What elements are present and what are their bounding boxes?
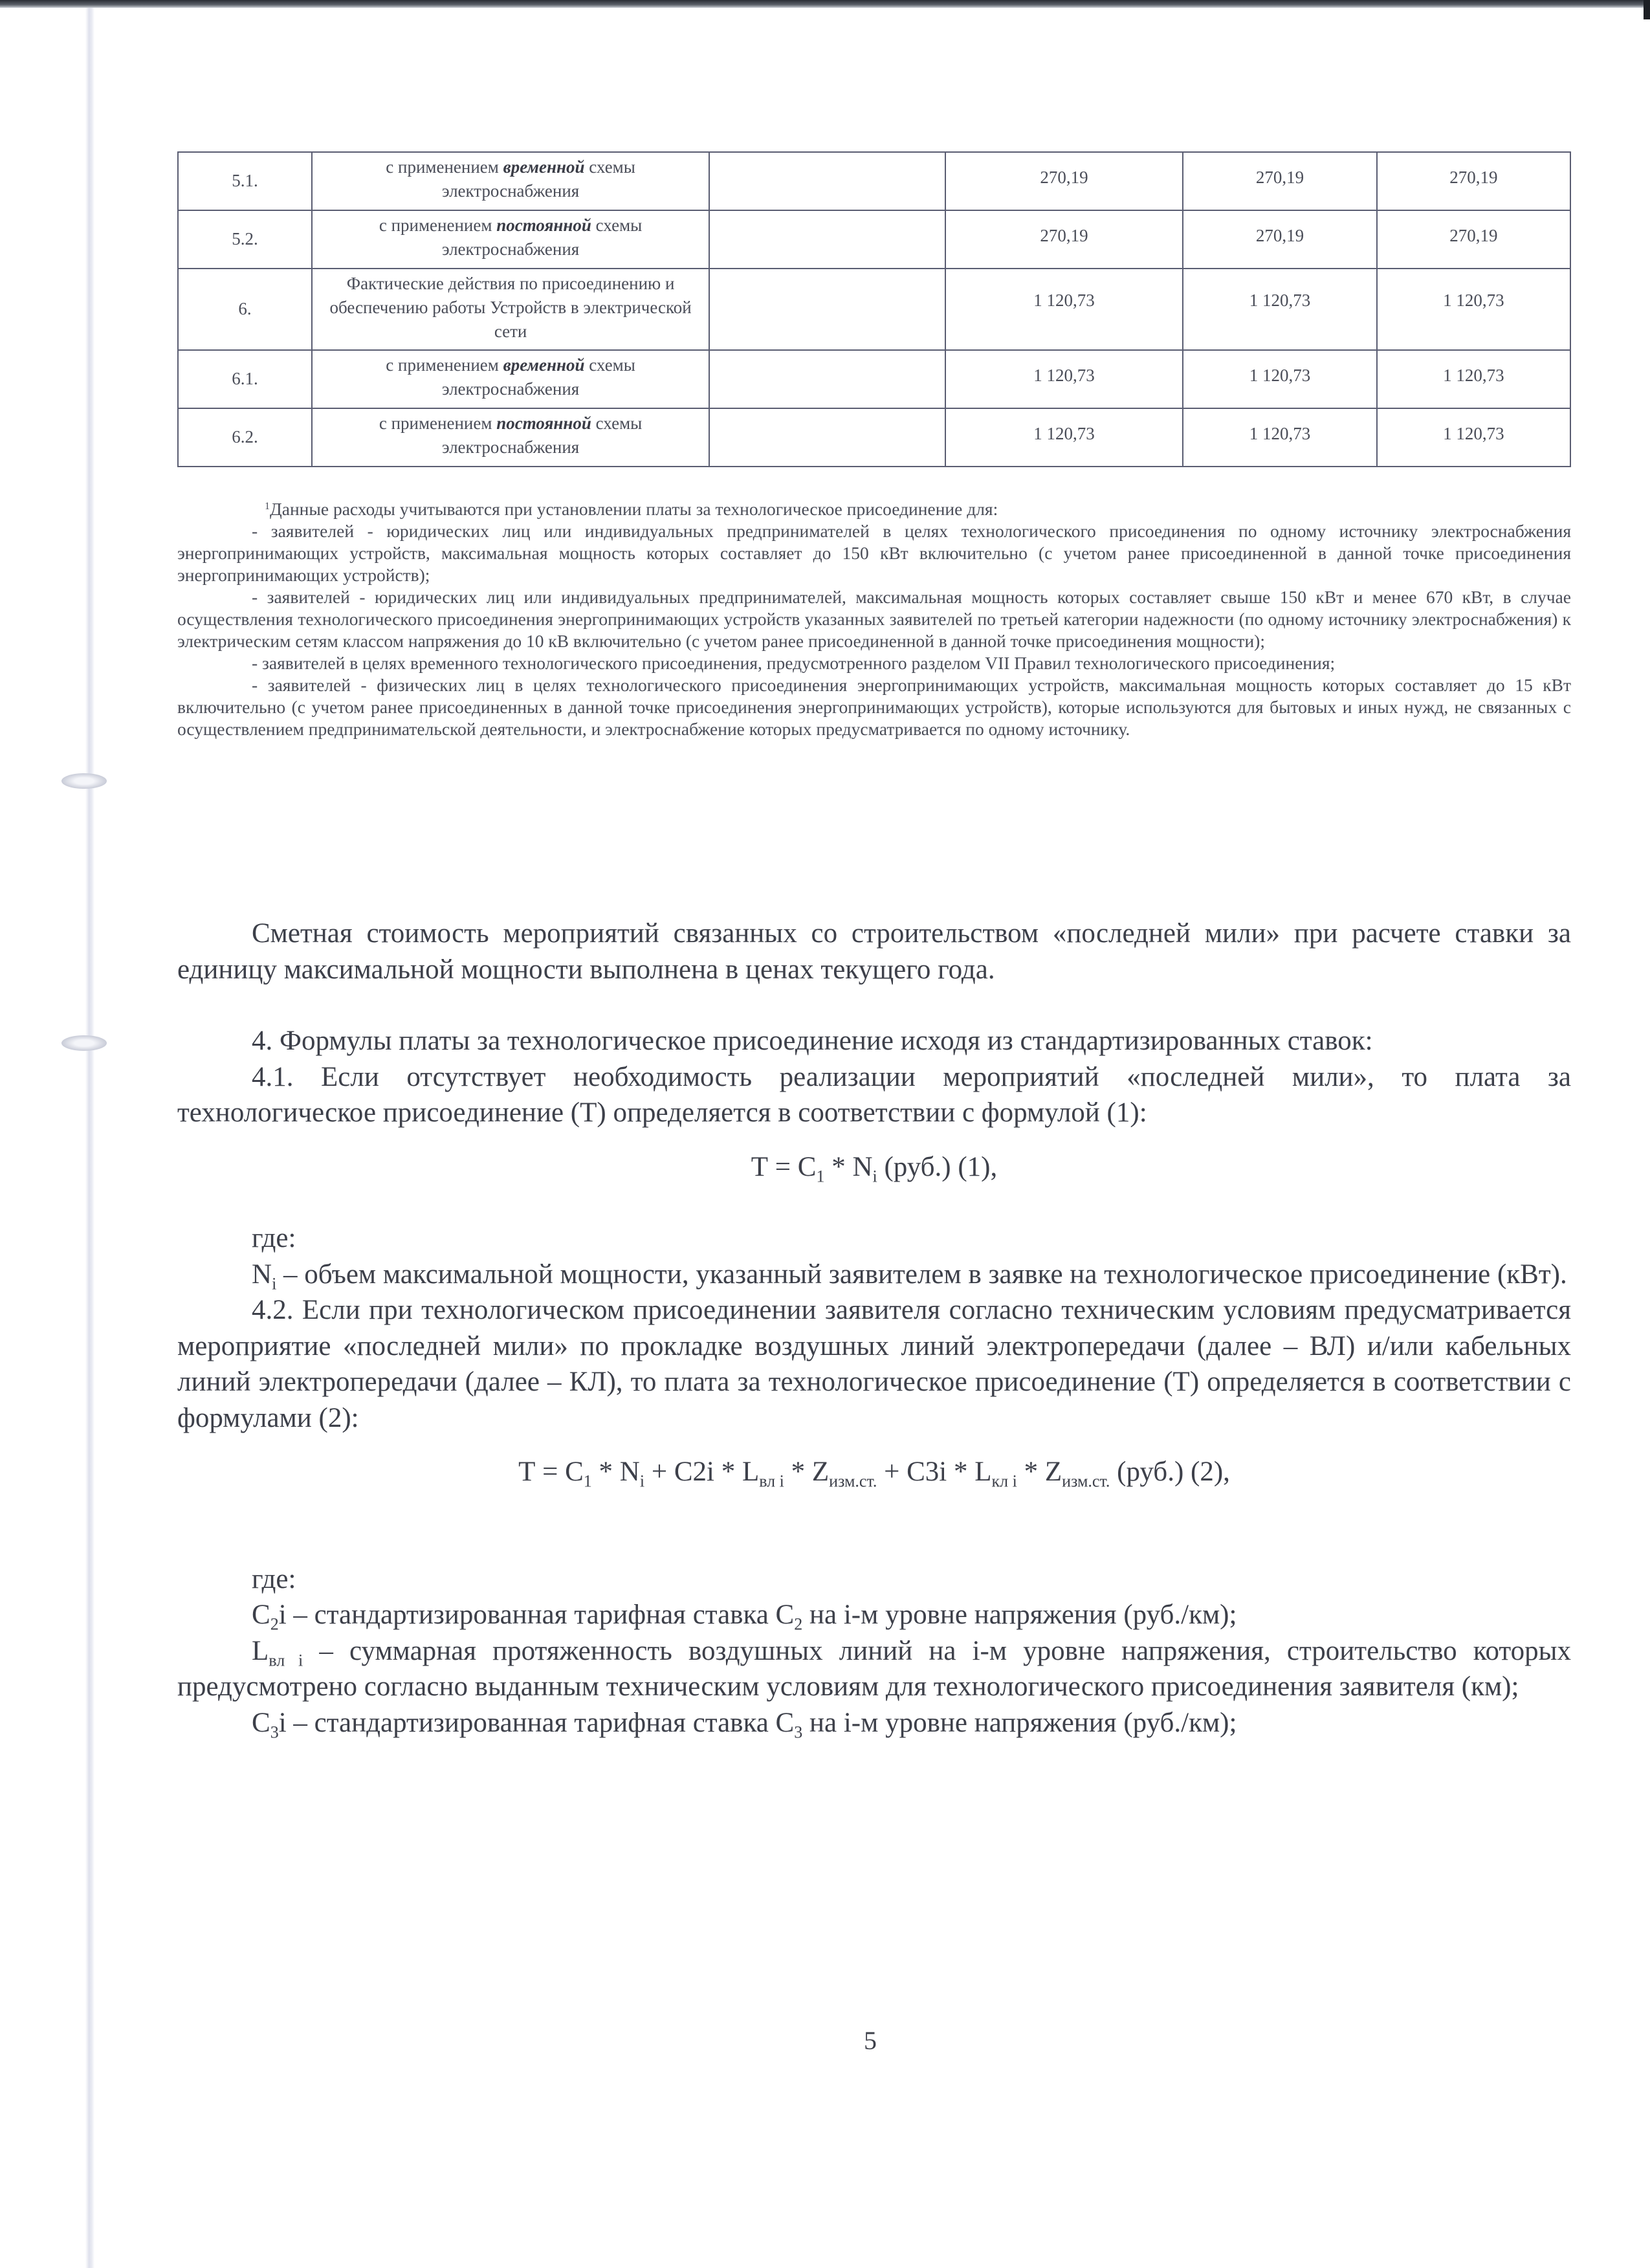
value-cell: 1 120,73: [1183, 269, 1376, 350]
footnote-item: - заявителей - юридических лиц или индивидуальных предпринимателей в целях технологического присоединения по одному источнику электроснабжения энергопринимающих устройств, максимальная мощность которых составляет до 150 кВт включительно (с учетом ранее присоединенной в данной точке присоединения энергопринимающих устройств);: [177, 521, 1571, 585]
emphasis-text: временной: [503, 157, 585, 177]
value-cell: 270,19: [945, 210, 1183, 269]
emphasis-text: временной: [503, 355, 585, 375]
value-cell: 1 120,73: [945, 408, 1183, 467]
empty-cell: [709, 210, 945, 269]
row-number-cell: 6.: [178, 269, 312, 350]
binding-hole: [61, 773, 107, 789]
section-4-heading: 4. Формулы платы за технологическое присоединение исходя из стандартизированных ставок:: [252, 1026, 1373, 1056]
main-text: [177, 916, 1571, 1741]
page-number: 5: [864, 2026, 877, 2055]
value-cell: 270,19: [945, 152, 1183, 210]
definition-c3i: $С_3i$ – стандартизированная тарифная ставка $С_3$ на i-м уровне напряжения (руб./км);: [252, 1707, 1237, 1742]
empty-cell: [709, 408, 945, 467]
footnote-item: - заявителей - юридических лиц или индивидуальных предпринимателей, максимальная мощность которых составляет свыше 150 кВт и менее 670 кВт, в случае осуществления технологического присоединения энергопринимающих устройств указанных заявителей по третьей категории надежности (по одному источнику электроснабжения) к электрическим сетям классом напряжения до 10 кВ включительно (с учетом ранее присоединенной в данной точке присоединения мощности);: [177, 587, 1571, 651]
scan-edge-corner: [1644, 0, 1650, 19]
value-cell: 1 120,73: [1183, 408, 1376, 467]
emphasis-text: постоянной: [496, 413, 591, 433]
where-label-2: где:: [252, 1563, 296, 1594]
row-number-cell: 6.2.: [178, 408, 312, 467]
value-cell: 270,19: [1183, 152, 1376, 210]
definition-c2i: $С_2i$ – стандартизированная тарифная ставка $С_2$ на i-м уровне напряжения (руб./км);: [252, 1600, 1237, 1634]
row-number-cell: 5.2.: [178, 210, 312, 269]
empty-cell: [709, 350, 945, 408]
row-description-cell: Фактические действия по присоединению и обеспечению работы Устройств в электрической сети: [312, 269, 709, 350]
paragraph-4-1: 4.1. Если отсутствует необходимость реализации мероприятий «последней мили», то плата за технологическое присоединение (Т) определяется в соответствии с формулой (1):: [177, 1061, 1571, 1128]
row-number-cell: 5.1.: [178, 152, 312, 210]
footnote-item: - заявителей в целях временного технологического присоединения, предусмотренного разделом VII Правил технологического присоединения;: [252, 653, 1336, 673]
value-cell: 1 120,73: [1183, 350, 1376, 408]
value-cell: 270,19: [1183, 210, 1376, 269]
footnote-marker: 1: [265, 501, 270, 512]
paragraph-4-2: 4.2. Если при технологическом присоединении заявителя согласно техническим условиям предусматривается мероприятие «последней мили» по прокладке воздушных линий электропередачи (далее – ВЛ) и/или кабельных линий электропередачи (далее – КЛ), то плата за технологическое присоединение (Т) определяется в соответствии с формулами (2):: [177, 1295, 1571, 1433]
value-cell: 1 120,73: [1377, 350, 1570, 408]
formula-1: $Т = С_1 * N_i$ (руб.) (1),: [751, 1151, 998, 1186]
binding-fold: [85, 8, 94, 2268]
definition-lvl: $L_{вл i}$ – суммарная протяженность воздушных линий на i-м уровне напряжения, строительство которых предусмотрено согласно выданным техническим условиям для технологического присоединения заявителя (км);: [177, 1635, 1571, 1702]
table-row: [178, 152, 1570, 210]
table-row: [178, 350, 1570, 408]
empty-cell: [709, 152, 945, 210]
footnote: [177, 498, 1571, 740]
row-description-cell: с применением временной схемы электроснабжения: [312, 350, 709, 408]
emphasis-text: постоянной: [496, 215, 591, 235]
value-cell: 270,19: [1377, 210, 1570, 269]
binding-hole: [61, 1035, 107, 1051]
row-description-cell: с применением постоянной схемы электроснабжения: [312, 408, 709, 467]
value-cell: 1 120,73: [1377, 408, 1570, 467]
row-description-cell: с применением постоянной схемы электроснабжения: [312, 210, 709, 269]
where-label-1: где:: [252, 1223, 296, 1253]
table-row: [178, 408, 1570, 467]
row-number-cell: 6.1.: [178, 350, 312, 408]
table-row: [178, 269, 1570, 350]
definition-ni: $N_i$ – объем максимальной мощности, указанный заявителем в заявке на технологическое присоединение (кВт).: [252, 1259, 1567, 1294]
scan-edge-top: [0, 0, 1650, 8]
value-cell: 1 120,73: [1377, 269, 1570, 350]
value-cell: 270,19: [1377, 152, 1570, 210]
tariff-table: [177, 151, 1571, 467]
table-row: [178, 210, 1570, 269]
value-cell: 1 120,73: [945, 269, 1183, 350]
row-description-cell: с применением временной схемы электроснабжения: [312, 152, 709, 210]
estimate-paragraph: Сметная стоимость мероприятий связанных со строительством «последней мили» при расчете ставки за единицу максимальной мощности выполнена в ценах текущего года.: [177, 918, 1571, 985]
footnote-intro: $^1$Данные расходы учитываются при установлении платы за технологическое присоединение для:: [265, 499, 998, 519]
empty-cell: [709, 269, 945, 350]
value-cell: 1 120,73: [945, 350, 1183, 408]
formula-2: $Т = С_1 * N_i + С2i * L_{вл i} * Z_{изм.ст.} + С3i * L_{кл i} * Z_{изм.ст.}$ (руб.) (2),: [518, 1457, 1230, 1491]
footnote-item: - заявителей - физических лиц в целях технологического присоединения энергопринимающих устройств, максимальная мощность которых составляет до 15 кВт включительно (с учетом ранее присоединенных в данной точке присоединения энергопринимающих устройств), которые используются для бытовых и иных нужд, не связанных с осуществлением предпринимательской деятельности, и электроснабжение которых предусматривается по одному источнику.: [177, 675, 1571, 739]
